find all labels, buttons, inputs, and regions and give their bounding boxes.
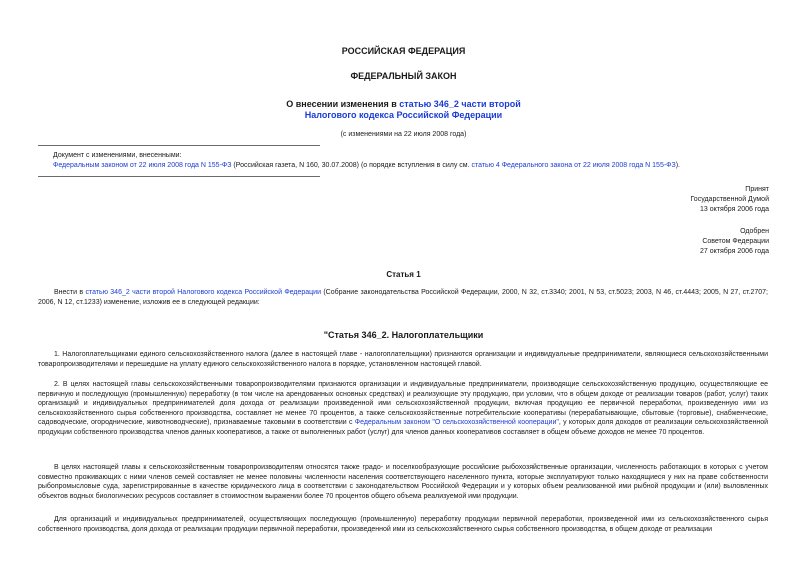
article1-intro-link[interactable]: статью 346_2 части второй Налогового кодекса Российской Федерации	[85, 289, 321, 296]
change-box-text1: (Российская газета, N 160, 30.07.2008) (о порядке вступления в силу см.	[231, 162, 472, 169]
article346-paragraph-2	[38, 380, 768, 438]
change-box-label: Документ с изменениями, внесенными:	[53, 152, 182, 159]
federation-heading: РОССИЙСКАЯ ФЕДЕРАЦИЯ	[341, 46, 466, 56]
accepted-line2: Государственной Думой	[690, 196, 769, 203]
article4-link[interactable]: статью 4 Федерального закона от 22 июля 2008 года N 155-ФЗ	[471, 162, 676, 169]
article346-paragraph-1: 1. Налогоплательщиками единого сельскохозяйственного налога (далее в настоящей главе - налогоплательщики) признаются организации и индивидуальные предприниматели, являющиеся сельскохозяйственными товаропроизводителями и перешедшие на уплату единого сельскохозяйственного налога в порядке, установленном настоящей главой.	[38, 351, 768, 368]
article346-paragraph-3: В целях настоящей главы к сельскохозяйственным товаропроизводителям относятся также градо- и поселкообразующие российские рыбохозяйственные организации, численность работающих в которых с учетом совместно проживающих с ними членов семей составляет не менее половины численности населения соответствующего населенного пункта, которые эксплуатируют только находящиеся у них на праве собственности рыбопромысловые суда, зарегистрированные в качестве юридического лица в соответствии с законодательством Российской Федерации и у которых объем реализованной ими рыбной продукции и (или) выловленных объектов водных биологических ресурсов составляет в стоимостном выражении более 70 процентов общего объема реализуемой ими продукции.	[38, 464, 768, 500]
amending-law-link[interactable]: Федеральным законом от 22 июля 2008 года N 155-ФЗ	[53, 162, 232, 169]
article1-heading: Статья 1	[386, 270, 421, 279]
edits-note: (с изменениями на 22 июля 2008 года)	[340, 131, 467, 138]
article1-intro	[38, 288, 768, 307]
cooperation-law-link[interactable]: Федеральным законом "О сельскохозяйственной кооперации"	[354, 419, 559, 427]
title-prefix: О внесении изменения в	[286, 99, 400, 109]
accepted-line3: 13 октября 2006 года	[700, 206, 769, 213]
approved-line1: Одобрен	[740, 228, 769, 235]
divider-top	[38, 145, 320, 146]
accepted-block	[690, 185, 769, 215]
article346-paragraph-4: Для организаций и индивидуальных предпринимателей, осуществляющих последующую (промышленную) переработку продукции первичной переработки, произведенной ими из сельскохозяйственного сырья собственного производства, доля дохода от реализации продукции первичной переработки, произведенной ими из сельскохозяйственного сырья собственного производства, в общем доходе от реализации	[38, 516, 768, 533]
title-link-article[interactable]: статью 346_2 части второй	[399, 99, 521, 109]
article346-heading: "Статья 346_2. Налогоплательщики	[323, 330, 484, 340]
article1-intro-suffix: (Собрание законодательства Российской Федерации, 2000, N 32, ст.3340; 2001, N 53, ст.5023; 2003, N 46, ст.4443; 2005, N 27, ст.2707; 2006, N 12, ст.1233) изменение, изложив ее в следующей редакции:	[38, 289, 768, 306]
approved-line3: 27 октября 2006 года	[700, 248, 769, 255]
article1-intro-prefix: Внести в	[54, 289, 86, 296]
document-title	[0, 99, 807, 121]
approved-line2: Советом Федерации	[702, 238, 769, 245]
change-box-text	[53, 161, 793, 170]
title-link-code[interactable]: Налогового кодекса Российской Федерации	[304, 110, 503, 120]
approved-block	[700, 227, 769, 257]
accepted-line1: Принят	[745, 186, 769, 193]
divider-bottom	[38, 176, 320, 177]
law-type-heading: ФЕДЕРАЛЬНЫЙ ЗАКОН	[350, 71, 457, 81]
paragraph-2-text-b: , у которых доля доходов от реализации сельскохозяйственной продукции собственного производства членов данных кооперативов, а также от выполненных работ (услуг) для членов данных кооперативов составляет в общем объеме доходов не менее 70 процентов.	[38, 419, 768, 436]
paragraph-2-text-a: 2. В целях настоящей главы сельскохозяйственными товаропроизводителями признаются организации и индивидуальные предприниматели, производящие сельскохозяйственную продукцию, осуществляющие ее первичную и последующую (промышленную) переработку (в том числе на арендованных основных средствах) и реализующие эту продукцию, при условии, что в общем доходе от реализации товаров (работ, услуг) таких организаций и индивидуальных предпринимателей доля дохода от реализации произведенной ими сельскохозяйственной продукции, включая продукцию ее первичной переработки, произведенную ими из сельскохозяйственного сырья собственного производства, составляет не менее 70 процентов, а также сельскохозяйственные потребительские кооперативы (перерабатывающие, сбытовые (торговые), снабженческие, садоводческие, огороднические, животноводческие), признаваемые таковыми в соответствии с	[38, 381, 768, 427]
change-box-text2: ).	[675, 162, 680, 169]
